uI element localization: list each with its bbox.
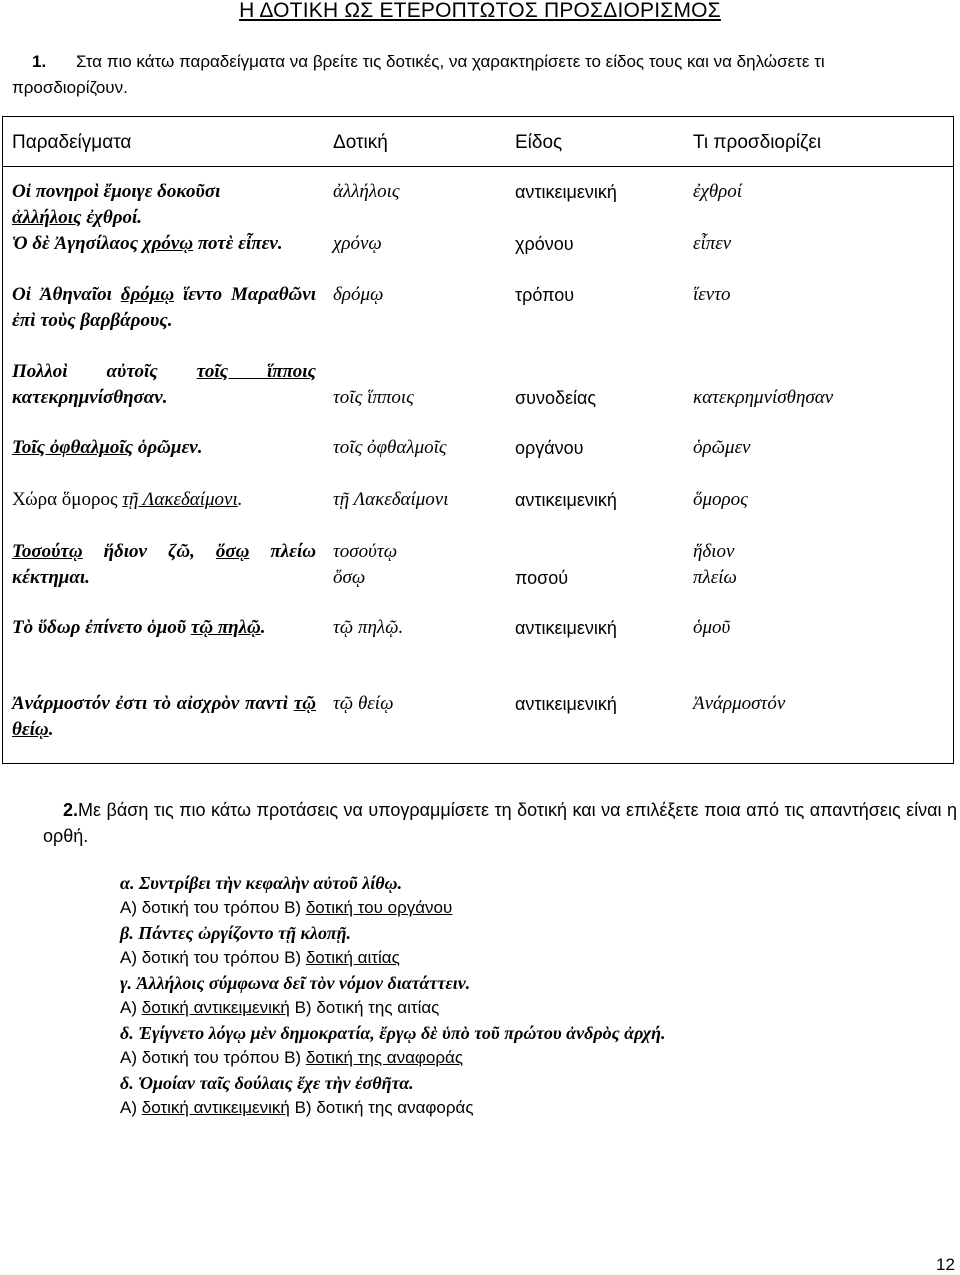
table-row-example: Πολλοὶ αὐτοῖς τοῖς ἵπποις κατεκρημνίσθησαν. <box>12 361 316 408</box>
header-divider <box>3 166 953 167</box>
header-dative: Δοτική <box>333 132 388 153</box>
exercise-sentence: δ. Ἐγίγνετο λόγῳ μὲν δημοκρατία, ἔργῳ δὲ ὑπὸ τοῦ πρώτου ἀνδρὸς ἀρχή. <box>120 1023 666 1043</box>
table-row-example: Τοῖς ὀφθαλμοῖς ὁρῶμεν. <box>12 437 203 458</box>
table-row-target: κατεκρημνίσθησαν <box>693 387 834 408</box>
table-row-example: Τοσούτῳ ἥδιον ζῶ, ὅσῳ πλείω κέκτημαι. <box>12 541 316 588</box>
table-row-dative-1: τοσούτῳ <box>333 541 398 562</box>
exercise-answers: Α) δοτική του τρόπου Β) δοτική της αναφοράς <box>120 1048 464 1067</box>
table-row-type: αντικειμενική <box>515 618 617 638</box>
table-row-type: ποσού <box>515 568 569 588</box>
table-row-example: Χώρα ὅμορος τῇ Λακεδαίμονι. <box>12 489 243 510</box>
table-row-dative: ἀλλήλοις <box>333 181 400 202</box>
exercise-answers: Α) δοτική του τρόπου Β) δοτική του οργάνου <box>120 898 453 917</box>
table-row-dative: τῷ πηλῷ. <box>333 617 404 638</box>
task1-number: 1. <box>32 52 47 71</box>
table-row-target: ἐχθροί <box>693 181 743 202</box>
exercise-answers: Α) δοτική του τρόπου Β) δοτική αιτίας <box>120 948 400 967</box>
task2-instruction: 2.Με βάση τις πιο κάτω προτάσεις να υπογραμμίσετε τη δοτική και να επιλέξετε ποια από τις απαντήσεις είναι η ορθή. <box>43 800 957 846</box>
table-row-dative: τῷ θείῳ <box>333 693 394 714</box>
table-row-dative: τοῖς ἵπποις <box>333 387 414 408</box>
table-row-target: ὅμορος <box>693 489 748 510</box>
exercise-answers: Α) δοτική αντικειμενική Β) δοτική της αιτίας <box>120 998 440 1017</box>
table-row-type: αντικειμενική <box>515 182 617 202</box>
task1-instruction-line2: προσδιορίζουν. <box>12 78 128 97</box>
page-number: 12 <box>936 1255 955 1274</box>
table-row-target: ὁμοῦ <box>693 617 731 638</box>
table-row-example: Τὸ ὕδωρ ἐπίνετο ὁμοῦ τῷ πηλῷ. <box>12 617 266 638</box>
table-row-dative: χρόνῳ <box>333 233 382 254</box>
header-target: Τι προσδιορίζει <box>693 132 822 153</box>
table-row-type: χρόνου <box>515 234 574 254</box>
table-row-example: Ὁ δὲ Ἀγησίλαος χρόνῳ ποτὲ εἶπεν. <box>12 233 283 254</box>
table-row-target-1: ἥδιον <box>693 541 735 562</box>
exercise-sentence: γ. Ἀλλήλοις σύμφωνα δεῖ τὸν νόμον διατάττειν. <box>120 973 471 993</box>
exercise-sentence: α. Συντρίβει τὴν κεφαλὴν αὐτοῦ λίθῳ. <box>120 873 403 893</box>
dative-table <box>2 116 954 764</box>
task1-instruction-line1: Στα πιο κάτω παραδείγματα να βρείτε τις δοτικές, να χαρακτηρίσετε το είδος τους και να δηλώσετε τι <box>76 52 825 71</box>
exercise-answers: Α) δοτική αντικειμενική Β) δοτική της αναφοράς <box>120 1098 474 1117</box>
table-row-dative: τοῖς ὀφθαλμοῖς <box>333 437 447 458</box>
exercise-sentence: β. Πάντες ὠργίζοντο τῇ κλοπῇ. <box>120 923 351 943</box>
table-row-example: Οἱ Ἀθηναῖοι δρόμῳ ἵεντο Μαραθῶνι ἐπὶ τοὺς βαρβάρους. <box>12 284 317 331</box>
page-title: Η ΔΟΤΙΚΗ ΩΣ ΕΤΕΡΟΠΤΩΤΟΣ ΠΡΟΣΔΙΟΡΙΣΜΟΣ <box>239 0 721 22</box>
header-type: Είδος <box>515 132 563 153</box>
table-row-type: αντικειμενική <box>515 694 617 714</box>
table-row-dative: τῇ Λακεδαίμονι <box>333 489 449 510</box>
table-row-example: Οἱ πονηροὶ ἔμοιγε δοκοῦσι ἀλλήλοις ἐχθροί. <box>12 181 221 228</box>
table-row-target: ὁρῶμεν <box>693 437 751 458</box>
table-row-target-2: πλείω <box>693 567 737 588</box>
table-row-target: ἵεντο <box>693 284 731 305</box>
table-row-type: τρόπου <box>515 285 575 305</box>
table-row-type: αντικειμενική <box>515 490 617 510</box>
table-row-target: εἶπεν <box>693 233 732 254</box>
table-row-type: συνοδείας <box>515 388 597 408</box>
table-row-target: Ἀνάρμοστόν <box>693 693 786 714</box>
table-row-type: οργάνου <box>515 438 584 458</box>
table-row-dative: δρόμῳ <box>333 284 384 305</box>
exercise-sentence: δ. Ὁμοίαν ταῖς δούλαις ἔχε τὴν ἐσθῆτα. <box>120 1073 414 1093</box>
table-row-example: Ἀνάρμοστόν ἐστι τὸ αἰσχρὸν παντὶ τῷ θείῳ. <box>12 693 316 740</box>
table-row-dative-2: ὅσῳ <box>333 567 366 588</box>
header-examples: Παραδείγματα <box>12 132 132 153</box>
